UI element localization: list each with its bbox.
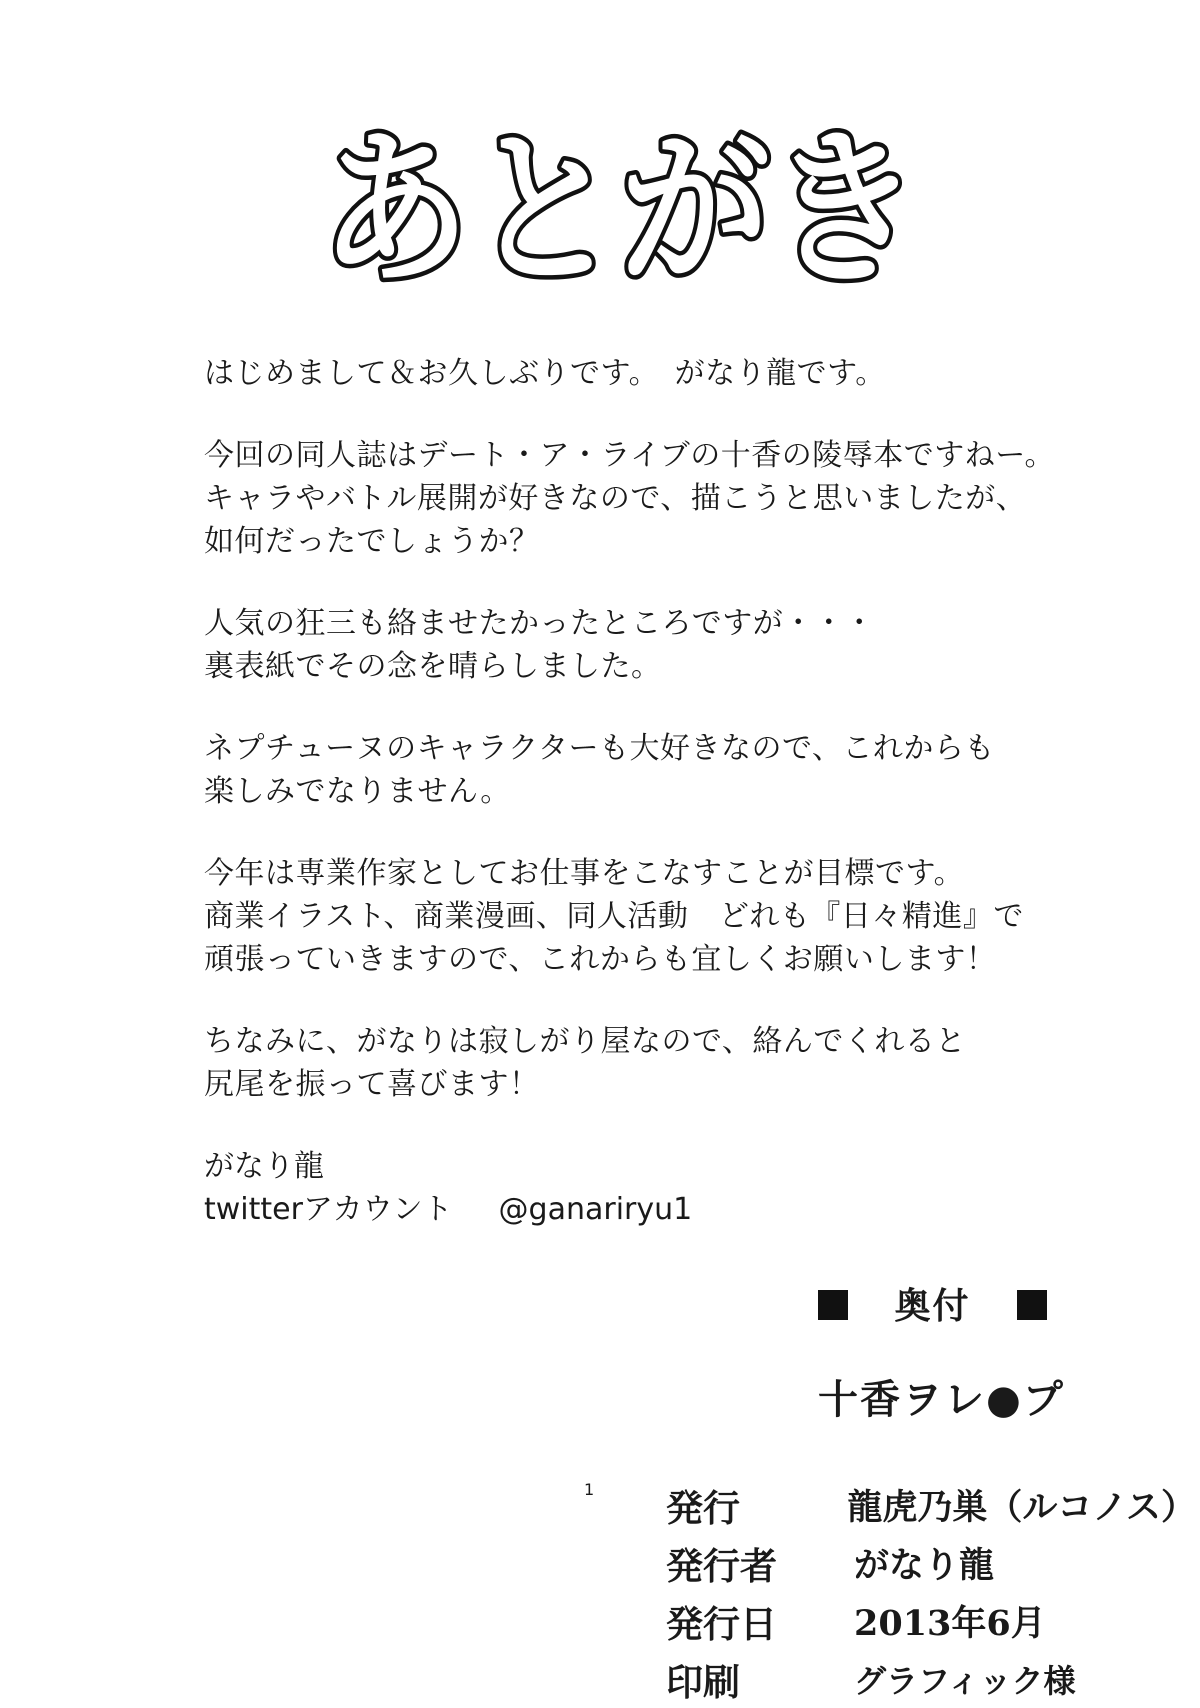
colophon-value: 龍虎乃巣（ルコノス） xyxy=(847,1487,1196,1528)
colophon-value: グラフィック様 xyxy=(854,1662,1076,1700)
paragraph-line: 楽しみでなりません。 xyxy=(204,774,511,809)
paragraph-line: 人気の狂三も絡ませたかったところですが・・・ xyxy=(204,606,875,641)
paragraph-line: はじめまして＆お久しぶりです。 がなり龍です。 xyxy=(204,356,886,391)
colophon-key: 印刷 xyxy=(666,1661,740,1704)
signature xyxy=(204,1145,1104,1231)
paragraph-line: 頑張っていきますので、これからも宜しくお願いします！ xyxy=(204,942,997,977)
paragraph-line: 裏表紙でその念を晴らしました。 xyxy=(204,649,662,684)
colophon-row xyxy=(666,1534,1196,1592)
afterword-title-text: あとがき xyxy=(320,112,920,300)
square-bullet-icon xyxy=(818,1290,848,1320)
paragraph xyxy=(204,434,1104,563)
page-number: 1 xyxy=(584,1480,595,1499)
twitter-handle: @ganariryu1 xyxy=(498,1192,693,1227)
paragraph xyxy=(204,352,1104,395)
signature-name: がなり龍 xyxy=(204,1149,324,1184)
colophon-header-label: 奥付 xyxy=(894,1286,971,1327)
twitter-line xyxy=(204,1188,1104,1231)
paragraph-line: 今回の同人誌はデート・ア・ライブの十香の陵辱本ですねー。 xyxy=(204,438,1055,473)
paragraph-line: 今年は専業作家としてお仕事をこなすことが目標です。 xyxy=(204,856,965,891)
paragraph xyxy=(204,852,1104,981)
colophon-row xyxy=(666,1592,1196,1650)
colophon-key: 発行 xyxy=(666,1487,740,1530)
twitter-label: twitterアカウント xyxy=(204,1192,453,1227)
paragraph xyxy=(204,602,1104,688)
colophon-row xyxy=(666,1650,1196,1708)
paragraph-line: 商業イラスト、商業漫画、同人活動 どれも『日々精進』で xyxy=(204,899,1024,934)
paragraph-line: 如何だったでしょうか？ xyxy=(204,524,540,559)
colophon-key: 発行日 xyxy=(666,1603,777,1646)
afterword-body xyxy=(204,352,1104,1270)
square-bullet-icon xyxy=(1017,1290,1047,1320)
afterword-title-graphic xyxy=(300,110,940,300)
paragraph-line: ちなみに、がなりは寂しがり屋なので、絡んでくれると xyxy=(204,1024,966,1059)
afterword-title xyxy=(300,110,940,300)
paragraph xyxy=(204,727,1104,813)
paragraph-line: ネプチューヌのキャラクターも大好きなので、これからも xyxy=(204,731,995,766)
colophon-value: がなり龍 xyxy=(854,1545,995,1586)
colophon-row xyxy=(666,1476,1196,1534)
paragraph-line: 尻尾を振って喜びます！ xyxy=(204,1067,540,1102)
paragraph-line: キャラやバトル展開が好きなので、描こうと思いましたが、 xyxy=(204,481,1027,516)
colophon-value: 2013年6月 xyxy=(854,1603,1046,1644)
colophon-key: 発行者 xyxy=(666,1545,777,1588)
colophon-table xyxy=(666,1476,1196,1708)
colophon-header xyxy=(818,1278,1047,1329)
paragraph xyxy=(204,1020,1104,1106)
book-title: 十香ヲレ●プ xyxy=(818,1377,1065,1423)
